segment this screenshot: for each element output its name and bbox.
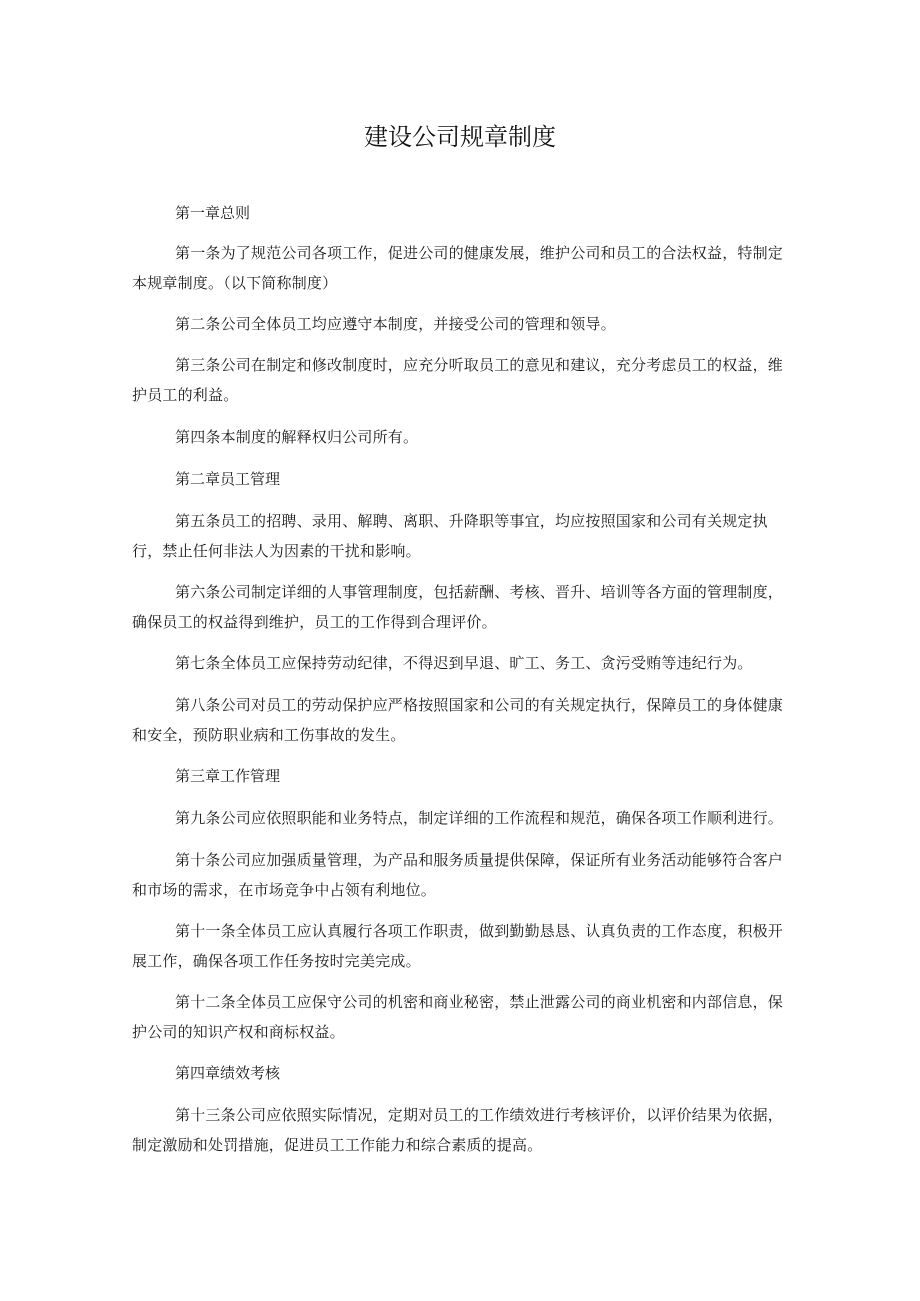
article-paragraph: 第八条公司对员工的劳动保护应严格按照国家和公司的有关规定执行，保障员工的身体健康和安全，预防职业病和工伤事故的发生。 [132, 696, 784, 744]
article-paragraph: 第六条公司制定详细的人事管理制度，包括薪酬、考核、晋升、培训等各方面的管理制度，确保员工的权益得到维护，员工的工作得到合理评价。 [132, 583, 784, 631]
article-paragraph: 第七条全体员工应保持劳动纪律，不得迟到早退、旷工、务工、贪污受贿等违纪行为。 [175, 654, 753, 672]
article-paragraph: 第九条公司应依照职能和业务特点，制定详细的工作流程和规范，确保各项工作顺利进行。 [175, 809, 784, 827]
article-paragraph: 第一条为了规范公司各项工作，促进公司的健康发展，维护公司和员工的合法权益，特制定本规章制度。（以下简称制度） [132, 244, 784, 292]
article-paragraph: 第十一条全体员工应认真履行各项工作职责，做到勤勤恳恳、认真负责的工作态度，积极开展工作，确保各项工作任务按时完美完成。 [132, 922, 784, 970]
chapter-heading: 第二章员工管理 [175, 470, 281, 488]
article-paragraph: 第四条本制度的解释权归公司所有。 [175, 428, 419, 446]
article-paragraph: 第十二条全体员工应保守公司的机密和商业秘密，禁止泄露公司的商业机密和内部信息，保护公司的知识产权和商标权益。 [132, 993, 784, 1041]
article-paragraph: 第三条公司在制定和修改制度时，应充分听取员工的意见和建议，充分考虑员工的权益，维护员工的利益。 [132, 356, 784, 404]
chapter-heading: 第一章总则 [175, 204, 251, 222]
document-title: 建设公司规章制度 [364, 123, 556, 151]
chapter-heading: 第四章绩效考核 [175, 1064, 281, 1082]
article-paragraph: 第十三条公司应依照实际情况，定期对员工的工作绩效进行考核评价，以评价结果为依据，制定激励和处罚措施，促进员工工作能力和综合素质的提高。 [132, 1106, 784, 1154]
article-paragraph: 第二条公司全体员工均应遵守本制度，并接受公司的管理和领导。 [175, 315, 616, 333]
article-paragraph: 第五条员工的招聘、录用、解聘、离职、升降职等事宜，均应按照国家和公司有关规定执行，禁止任何非法人为因素的干扰和影响。 [132, 512, 768, 560]
article-paragraph: 第十条公司应加强质量管理，为产品和服务质量提供保障，保证所有业务活动能够符合客户和市场的需求，在市场竞争中占领有利地位。 [132, 851, 784, 899]
chapter-heading: 第三章工作管理 [175, 767, 281, 785]
